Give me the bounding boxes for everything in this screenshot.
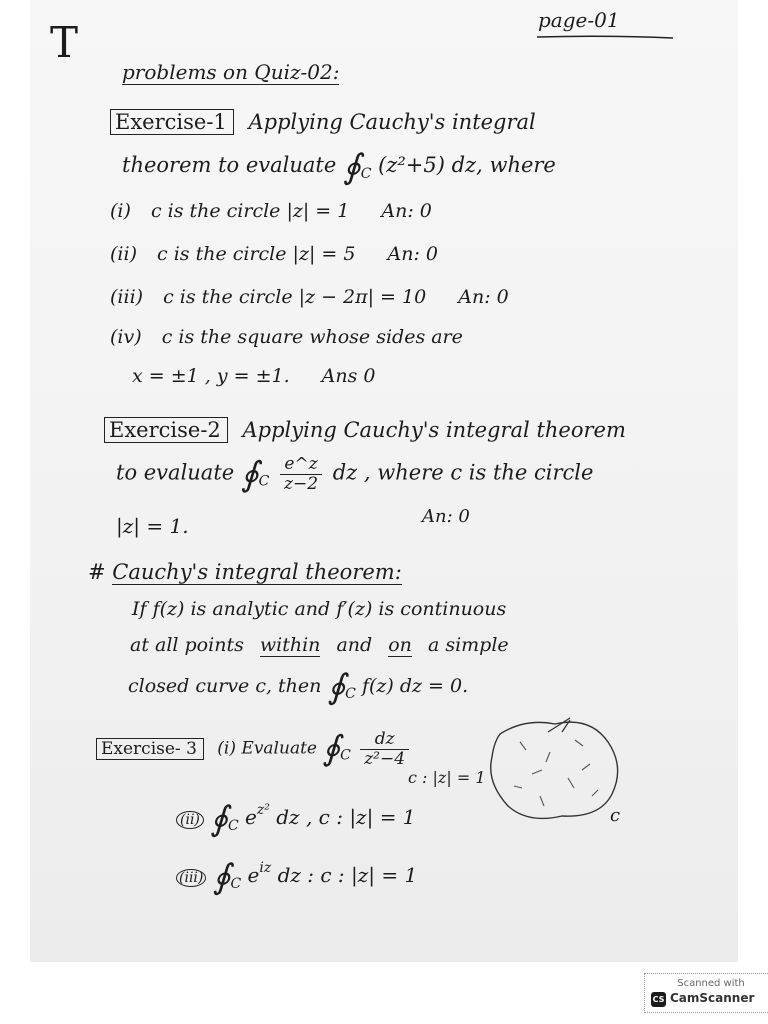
contour-integral-symbol: ∮ (322, 728, 341, 769)
exercise-3-part-1-condition: c : |z| = 1 (408, 768, 486, 787)
exp-base: e (245, 805, 257, 829)
contour-integral-symbol: ∮ (210, 799, 228, 839)
item-text: c is the circle |z| = 1 (150, 200, 350, 222)
part-number: (iii) (176, 869, 206, 887)
part-number: (i) (217, 738, 236, 759)
integral-subscript: C (360, 166, 372, 182)
page-number: page-01 (538, 8, 620, 32)
fraction-numerator: e^z (280, 455, 322, 475)
theorem-text: and (336, 634, 373, 656)
integrand-fraction (280, 455, 322, 493)
theorem-line-1: If f(z) is analytic and f′(z) is continuous (132, 598, 507, 620)
fraction-denominator: z−2 (284, 473, 319, 494)
scanned-with-text: Scanned with (677, 978, 745, 989)
theorem-title-text: Cauchy's integral theorem: (112, 560, 402, 584)
theorem-text: f(z) dz = 0. (361, 675, 469, 697)
theorem-underlined-within: within (259, 634, 321, 656)
integral-subscript: C (227, 818, 239, 834)
part-text: Evaluate (241, 738, 317, 759)
part-number: (ii) (176, 811, 204, 829)
camscanner-logo-icon: CS (651, 992, 666, 1007)
exp-base: e (247, 863, 260, 887)
exercise-2-answer: An: 0 (422, 506, 470, 527)
integrand-fraction (360, 730, 409, 768)
theorem-hash: # (88, 560, 106, 584)
item-text: c is the circle |z − 2π| = 10 (163, 286, 427, 308)
item-answer: An: 0 (458, 286, 509, 308)
exercise-1-line-2 (122, 147, 556, 187)
item-answer: Ans 0 (321, 365, 376, 387)
exercise-1-label: Exercise-1 (110, 109, 234, 135)
exercise-2-line-2 (116, 455, 593, 493)
exercise-3-label: Exercise- 3 (96, 738, 204, 760)
exercise-3-part-2 (176, 799, 416, 839)
exercise-2-line-1 (104, 418, 626, 442)
exercise-1-line-1 (110, 110, 536, 134)
exercise-2-line-2-text: to evaluate (116, 460, 235, 485)
part-text: dz , c : |z| = 1 (276, 805, 416, 829)
exercise-2-label: Exercise-2 (104, 417, 228, 443)
item-answer: An: 0 (381, 200, 432, 222)
exercise-1-item-4-continued (132, 365, 376, 387)
theorem-text: closed curve c, then (128, 675, 322, 697)
exercise-1-item-3 (110, 286, 509, 308)
item-number: (i) (110, 200, 131, 222)
integral-subscript: C (258, 473, 270, 490)
fraction-denominator: z²−4 (364, 748, 406, 769)
notebook-page (30, 0, 738, 962)
contour-integral-symbol: ∮ (342, 147, 361, 187)
camscanner-app-name: CamScanner (670, 991, 755, 1005)
exercise-2-line-1-text: Applying Cauchy's integral theorem (242, 418, 626, 442)
exercise-1-item-4 (110, 326, 463, 348)
contour-integral-symbol: ∮ (212, 857, 231, 897)
theorem-text: a simple (427, 634, 509, 656)
exercise-1-item-1 (110, 200, 432, 222)
theorem-line-3 (128, 667, 469, 707)
heading (122, 60, 339, 84)
curve-label: c (610, 805, 621, 826)
item-number: (iii) (110, 286, 144, 308)
integral-subscript: C (345, 686, 356, 702)
theorem-underlined-on: on (388, 634, 412, 656)
integral-subscript: C (230, 876, 242, 892)
item-text: c is the square whose sides are (161, 326, 463, 348)
theorem-line-2 (130, 634, 509, 656)
fraction-numerator: dz (360, 730, 409, 750)
part-text: dz : c : |z| = 1 (277, 863, 418, 887)
contour-integral-symbol: ∮ (240, 454, 259, 495)
exp-power: z² (256, 802, 270, 818)
scanner-watermark (644, 973, 768, 1013)
integral-subscript: C (340, 747, 351, 764)
page-number-underline (535, 34, 675, 40)
closed-curve-sketch (480, 712, 630, 832)
exercise-2-line-3 (116, 514, 189, 538)
exercise-3-part-3 (176, 857, 418, 897)
contour-integral-symbol: ∮ (327, 667, 346, 707)
exercise-1-item-2 (110, 243, 438, 265)
exercise-1-line-1-text: Applying Cauchy's integral (248, 110, 536, 134)
exercise-2-condition: |z| = 1. (116, 514, 189, 538)
item-text: x = ±1 , y = ±1. (132, 365, 290, 387)
corner-mark: T (50, 18, 79, 67)
exp-power: iz (259, 860, 272, 876)
exercise-1-line-2-text: theorem to evaluate (122, 153, 337, 177)
item-number: (ii) (110, 243, 137, 265)
theorem-title (88, 560, 402, 584)
heading-text: problems on Quiz-02: (122, 60, 340, 84)
exercise-2-line-2-tail: dz , where c is the circle (332, 460, 594, 485)
item-number: (iv) (110, 326, 142, 348)
theorem-text: at all points (130, 634, 244, 656)
exercise-1-integrand: (z²+5) dz, where (378, 153, 556, 177)
exercise-3-part-1 (96, 730, 413, 768)
item-text: c is the circle |z| = 5 (157, 243, 356, 265)
item-answer: An: 0 (387, 243, 438, 265)
